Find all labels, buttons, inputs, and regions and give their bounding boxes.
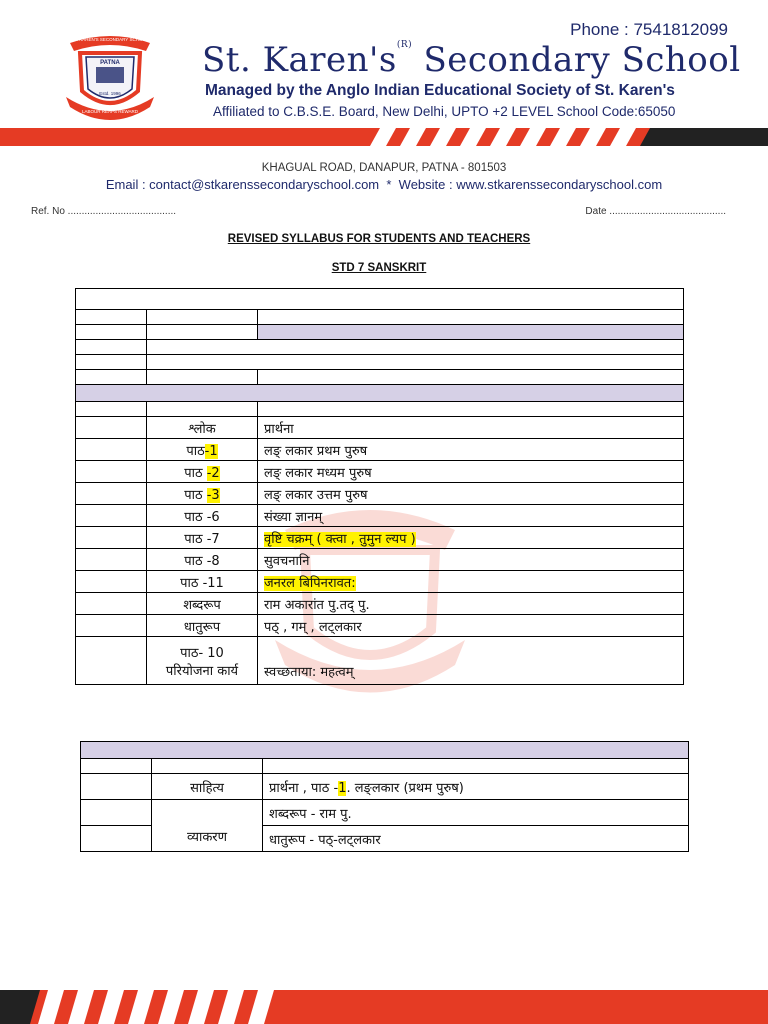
table1-cell [76, 325, 147, 340]
page-subtitle: STD 7 SANSKRIT [331, 262, 427, 274]
ref-no: Ref. No ....................................... [31, 206, 177, 217]
school-address: KHAGUAL ROAD, DANAPUR, PATNA - 801503 [261, 162, 507, 174]
topic-cell-highlight: जनरल बिपिनरावत: [264, 575, 356, 591]
date-field: Date .......................................... [585, 206, 726, 217]
table1-cell [147, 340, 684, 355]
contact-line [0, 177, 768, 192]
lesson-label: पाठ -7 [184, 531, 220, 547]
table1-cell [258, 402, 684, 417]
registered-mark: (R) [396, 40, 413, 50]
table1-cell [147, 402, 258, 417]
table2-section-band [81, 742, 689, 759]
lesson-label: पाठ -8 [184, 553, 220, 569]
table1-cell [147, 370, 258, 385]
email-text: Email : contact@stkarenssecondaryschool.com [105, 177, 380, 192]
table-row [81, 774, 689, 800]
table-row [76, 461, 684, 483]
table1-cell [76, 370, 147, 385]
topic-cell: लङ् लकार प्रथम पुरुष [258, 439, 684, 461]
topic-cell: राम अकारांत पु.तद् पु. [258, 593, 684, 615]
sahitya-topic-tail: . लङ्लकार (प्रथम पुरुष) [346, 780, 464, 796]
lesson-label: शब्दरूप [183, 597, 221, 613]
topic-cell: पठ् , गम् , लट्लकार [258, 615, 684, 637]
project-topic: स्वच्छताया: महत्वम् [258, 637, 684, 685]
table-row [76, 615, 684, 637]
lesson-label: श्लोक [188, 421, 216, 437]
table1-cell [76, 402, 147, 417]
phone-number: Phone : 7541812099 [570, 20, 728, 39]
header-stripe-band [0, 128, 768, 146]
vyakaran-label: व्याकरण [152, 800, 263, 852]
vyakaran-shabdroop: शब्दरूप - राम पु. [263, 800, 689, 826]
topic-cell: लङ् लकार उत्तम पुरुष [258, 483, 684, 505]
footer-stripe-band [0, 990, 768, 1024]
syllabus-table-term2 [80, 741, 689, 852]
lesson-label: पाठ [186, 443, 205, 459]
table-row [76, 483, 684, 505]
topic-cell: लङ् लकार मध्यम पुरुष [258, 461, 684, 483]
lesson-number-highlight: -3 [206, 487, 220, 503]
table2-cell [81, 759, 152, 774]
sahitya-topic: प्रार्थना , पाठ - [269, 780, 339, 796]
table1-cell [76, 340, 147, 355]
school-name-tail: Secondary School [423, 40, 741, 80]
table1-cell [258, 370, 684, 385]
table1-cell [147, 310, 258, 325]
table-row [76, 505, 684, 527]
lesson-number-highlight: -1 [204, 443, 218, 459]
website-text: Website : www.stkarenssecondaryschool.com [398, 177, 663, 192]
table2-cell [263, 759, 689, 774]
topic-cell: प्रार्थना [258, 417, 684, 439]
lesson-number-highlight: -2 [206, 465, 220, 481]
table-row [76, 439, 684, 461]
school-crest-logo [62, 33, 158, 125]
managed-by-line: Managed by the Anglo Indian Educational Society of St. Karen's [205, 82, 675, 99]
table1-cell [76, 355, 147, 370]
table-row [76, 549, 684, 571]
table-row [81, 800, 689, 826]
project-label: परियोजना कार्य [165, 663, 239, 679]
table2-cell [152, 759, 263, 774]
logo-top-text: ST. KAREN'S SECONDARY SCHOOL [71, 37, 149, 42]
table-row [76, 637, 684, 685]
affiliation-line: Affiliated to C.B.S.E. Board, New Delhi, UPTO +2 LEVEL School Code:65050 [213, 104, 676, 119]
lesson-label: पाठ -6 [184, 509, 220, 525]
lesson-label: पाठ [184, 487, 207, 503]
lesson-label: धातुरूप [183, 619, 221, 635]
table-row [76, 527, 684, 549]
project-lesson-label: पाठ- 10 [180, 645, 224, 661]
sahitya-lesson-highlight: 1 [338, 780, 347, 796]
separator-star: * [386, 177, 392, 192]
lesson-label: पाठ [184, 465, 207, 481]
page-title: REVISED SYLLABUS FOR STUDENTS AND TEACHERS [227, 233, 531, 245]
syllabus-table-term1 [75, 288, 684, 685]
table1-cell [76, 310, 147, 325]
logo-estd-text: Estd. 1996 [99, 91, 121, 96]
table1-title-row [76, 289, 684, 310]
table1-cell [147, 355, 684, 370]
school-name [202, 40, 741, 80]
table1-lavender-cell [258, 325, 684, 340]
table-row [76, 417, 684, 439]
table1-section-band [76, 385, 684, 402]
sahitya-label: साहित्य [152, 774, 263, 800]
logo-city-text: PATNA [100, 60, 120, 66]
logo-motto-text: LABOUR REAPS REWARD [81, 109, 139, 114]
vyakaran-dhaturoop: धातुरूप - पठ्-लट्लकार [263, 826, 689, 852]
lesson-label: पाठ -11 [180, 575, 224, 591]
table1-cell [258, 310, 684, 325]
topic-cell: संख्या ज्ञानम् [258, 505, 684, 527]
topic-cell-highlight: वृष्टि चक्रम् ( क्त्वा , तुमुन ल्यप ) [264, 531, 416, 547]
table-row [76, 571, 684, 593]
school-name-first: St. Karen's [202, 40, 397, 80]
table1-cell [147, 325, 258, 340]
table-row [76, 593, 684, 615]
topic-cell: सुवचनानि [258, 549, 684, 571]
